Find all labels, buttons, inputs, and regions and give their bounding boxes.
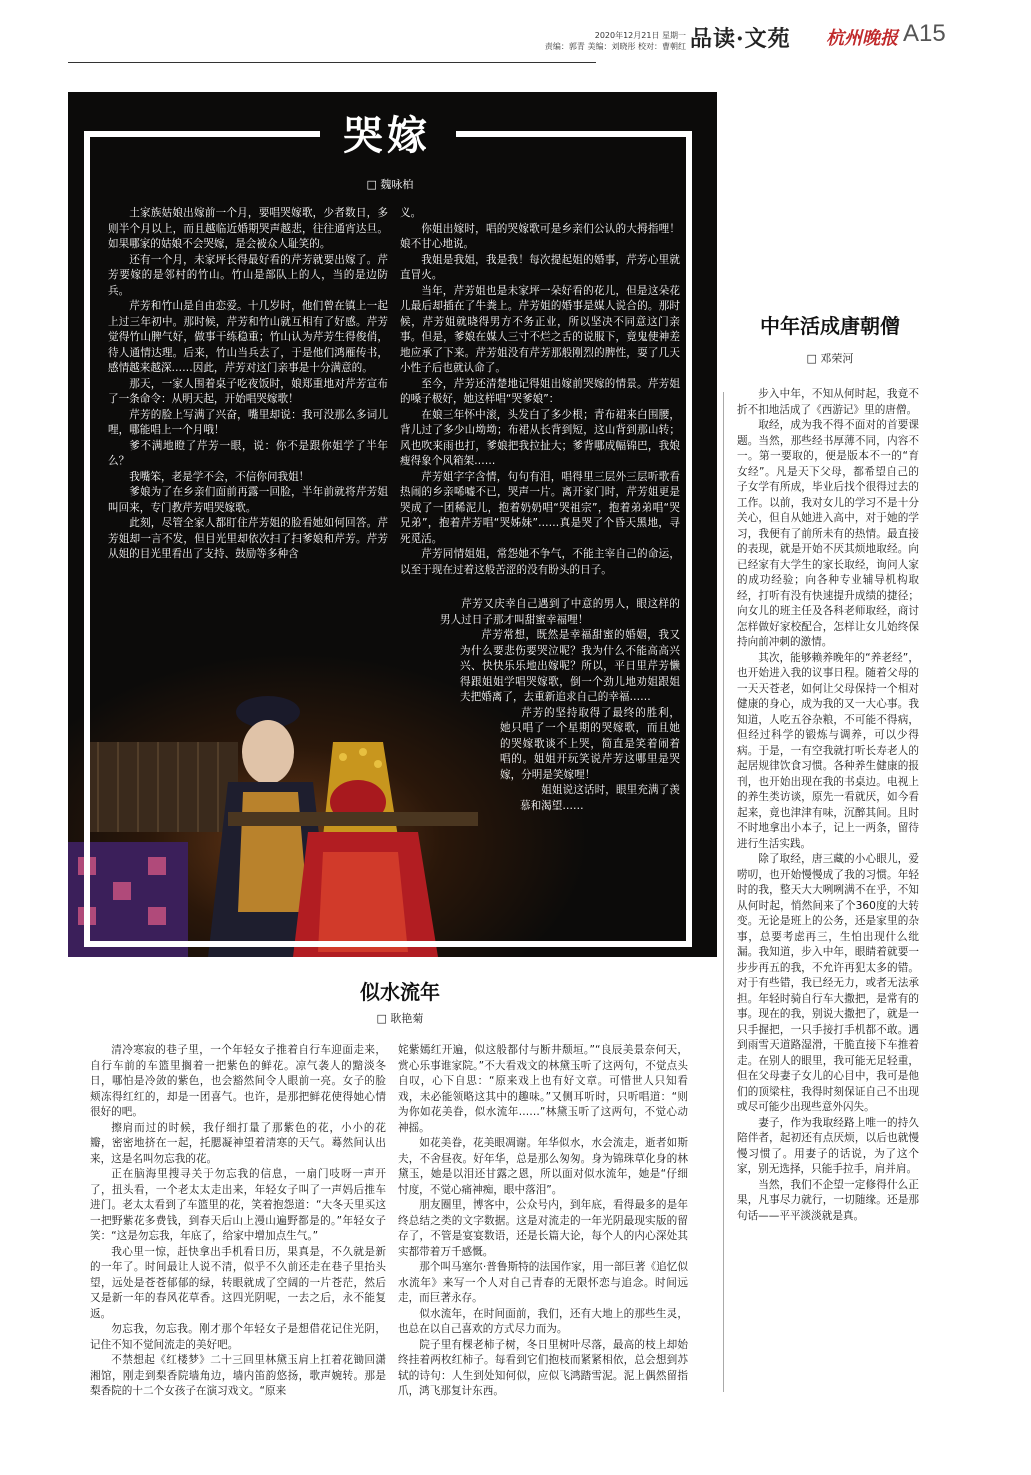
article-title-sishui: 似水流年 [360, 980, 440, 1004]
header-meta [536, 30, 686, 52]
paragraph: 你姐出嫁时，唱的哭嫁歌可是乡亲们公认的大拇指哩！娘不甘心地说。 [400, 222, 680, 250]
article-byline-sishui: □ 耿艳菊 [376, 1012, 424, 1025]
header-editors: 责编：郭青 美编：刘晓彤 校对：曹朝红 [544, 42, 686, 51]
paragraph: 我心里一惊，赶快拿出手机看日历，果真是，不久就是新的一年了。时间最让人说不清，似乎不久前还走在巷子里抬头望，远处是苍苍郁郁的绿，转眼就成了空阔的一片苍茫，然后又是新一年的春风花草香。这四光阴呢，一去之后，永不能复返。 [90, 1245, 386, 1320]
paragraph: 那天，一家人围着桌子吃夜饭时，娘郑重地对芹芳宣布了一条命令：从明天起，开始唱哭嫁歌！ [108, 377, 388, 405]
paragraph: 芹芳姐字字含情，句句有泪，唱得里三层外三层听歌看热闹的乡亲唏嘘不已，哭声一片。离开家门时，芹芳姐更是哭成了一团稀泥儿，抱着奶奶唱“哭祖宗”，抱着弟弟唱“哭兄弟”，抱着芹芳唱“哭姊妹”……真是哭了个昏天黑地，寻死觅活。 [400, 470, 680, 545]
page-number: A15 [903, 20, 946, 47]
column-divider [723, 392, 724, 1392]
paragraph: 土家族姑娘出嫁前一个月，要唱哭嫁歌，少者数日，多则半个月以上，而且越临近婚期哭声越悲，往往通宵达旦。如果哪家的姑娘不会哭嫁，是会被众人耻笑的。 [108, 207, 388, 250]
paragraph: 当年，芹芳姐也是未家坪一朵好看的花儿，但是这朵花儿最后却插在了牛粪上。芹芳姐的婚事是媒人说合的。那时候，芹芳姐就晓得男方不务正业，所以坚决不同意这门亲事。但是，爹娘在媒人三寸不烂之舌的说服下，竟鬼使神差地应承了下来。芹芳姐没有芹芳那般刚烈的脾性，耍了几天小性子后也就认命了。 [400, 284, 680, 374]
paragraph: 朋友圈里，博客中，公众号内，到年底，看得最多的是年终总结之类的文字数据。这是对流走的一年光阴最现实版的留存了，不管是宴宴数语，还是长篇大论，每个人的内心深处其实都带着万千感慨。 [398, 1199, 688, 1258]
paragraph: 似水流年，在时间面前，我们，还有大地上的那些生灵，也总在以自己喜欢的方式尽力而为。 [398, 1307, 688, 1335]
kujia-column-c [430, 597, 680, 814]
sishui-column-2 [398, 1043, 688, 1400]
paragraph: 取经，成为我不得不面对的首要课题。当然，那些经书厚薄不同，内容不一。第一要取的，便是版本不一的“育女经”。凡是天下父母，都希望自己的子女学有所成，毕业后找个很得过去的工作。以前，我对女儿的学习不是十分关心，但自从她进入高中，对于她的学习，我便有了前所未有的热情。最直接的表现，就是开始不厌其烦地取经。向已经家有大学生的家长取经，询问人家的成功经验；向各种专业辅导机构取经，打听有没有快速提升成绩的捷径；向女儿的班主任及各科老师取经，商讨怎样做好家校配合，怎样让女儿始终保持向前冲刺的激情。 [737, 419, 919, 648]
paragraph: 勿忘我，勿忘我。刚才那个年轻女子是想借花记住光阴，记住不知不觉间流走的美好吧。 [90, 1323, 386, 1351]
paragraph: 爹娘为了在乡亲们面前再露一回脸，半年前就将芹芳姐叫回来，专门教芹芳唱哭嫁歌。 [108, 486, 388, 514]
paragraph: 正在脑海里搜寻关于勿忘我的信息，一扇门吱呀一声开了，扭头看，一个老太太走出来，年轻女子叫了一声妈后推车进门。老太太看到了车篮里的花，笑着抱怨道：“大冬天里买这一把野紫花多费钱，到春天后山上漫山遍野都是的。”年轻女子笑：“这是勿忘我，年底了，给家中增加点生气。” [90, 1168, 386, 1242]
paragraph: 清冷寒寂的巷子里，一个年轻女子推着自行车迎面走来，自行车前的车篮里搁着一把紫色的鲜花。凉气袭人的黯淡冬日，哪怕是冷敛的紫色，也会豁然间令人眼前一亮。女子的脸颊冻得红红的，却是一团喜气。也许，是那把鲜花使得她心情很好的吧。 [90, 1044, 386, 1118]
newspaper-logo: 杭州晚报 [826, 28, 898, 49]
paragraph: 我嘴笨，老是学不会，不信你问我姐！ [129, 470, 310, 483]
paragraph: 院子里有棵老柿子树，冬日里树叶尽落，最高的枝上却始终挂着两枚红柿子。每看到它们抱枝而紧紧相依，总会想到苏轼的诗句：人生到处知何似，应似飞鸿踏雪泥。泥上偶然留指爪，鸿飞那复计东西。 [398, 1338, 688, 1397]
paragraph: 至今，芹芳还清楚地记得姐出嫁前哭嫁的情景。芹芳姐的嗓子极好，她这样唱“哭爹娘”： [400, 377, 680, 405]
paragraph: 不禁想起《红楼梦》二十三回里林黛玉肩上扛着花锄回潇湘馆，刚走到梨香院墙角边，墙内笛韵悠扬，歌声婉转。那是梨香院的十二个女孩子在演习戏文。“原来 [90, 1354, 386, 1397]
article-byline-zhongnian: □ 邓荣河 [806, 352, 854, 365]
paragraph: 在娘三年怀中滚，头发白了多少根；青布裙来白围腰，背儿过了多少山坳坳；布裙从长背到短，这山背到那山转；风也吹来雨也打，爹娘把我拉扯大；爹背哪成幅锦巴，我娘瘦得象个风箱架…… [400, 408, 680, 467]
article-title-zhongnian: 中年活成唐朝僧 [760, 314, 900, 338]
paragraph: 如花美眷，花美眼凋谢。年华似水，水会流走，逝者如斯夫，不舍昼夜。好年华，总是那么匆匆。身为锦珠草化身的林黛玉，她是以泪还甘露之恩，所以面对似水流年，她是“仔细忖度，不觉心痛神痴，眼中落泪”。 [398, 1137, 688, 1196]
paragraph: 那个叫马塞尔·普鲁斯特的法国作家，用一部巨著《追忆似水流年》来写一个人对自己青春的无限怀恋与追念。时间远走，而巨著永存。 [398, 1261, 688, 1304]
section-title: 品读·文苑 [690, 26, 791, 52]
paragraph: 其次，能够赖养晚年的“养老经”，也开始进入我的议事日程。随着父母的一天天苍老，如何让父母保持一个相对健康的身心，成为我的又一大心事。我知道，人吃五谷杂粮，不可能不得病，但经过科学的锻炼与调养，可以少得病。于是，一有空我就打听长寿老人的起居规律饮食习惯。各种养生健康的报刊，也开始出现在我的书桌边。电视上的养生类访谈，原先一看就厌，如今看起来，竟也津津有味，沉醉其间。且时不时地拿出小本子，记上一两条，留待进行生活实践。 [737, 651, 919, 850]
paragraph: 芹芳的坚持取得了最终的胜利，她只唱了一个星期的哭嫁歌，而且她的哭嫁歌谈不上哭，简直是笑着闹着唱的。姐姐开玩笑说芹芳这哪里是哭嫁，分明是笑嫁哩！ [500, 706, 680, 781]
paragraph: 步入中年，不知从何时起，我竟不折不扣地活成了《西游记》里的唐僧。 [737, 388, 919, 416]
article-byline-kujia: □ 魏咏柏 [366, 178, 414, 191]
paragraph: 芹芳的脸上写满了兴奋，嘴里却说：我可没那么多词儿哩，哪能唱上一个月哦！ [108, 408, 388, 436]
zhongnian-column [737, 387, 919, 1224]
paragraph: 芹芳同情姐姐，常怨她不争气，不能主宰自己的命运，以至于现在过着这般苦涩的没有盼头的日子。 [400, 548, 680, 576]
paragraph: 此刻，尽管全家人都盯住芹芳姐的脸看她如何回答。芹芳姐却一言不发，但目光里却依次扫了扫爹娘和芹芳。芹芳从姐的目光里看出了支持、鼓励等多种含 [108, 517, 388, 560]
paragraph: 芹芳又庆幸自己遇到了中意的男人，眼这样的男人过日子那才叫甜蜜幸福哩！ [440, 598, 680, 626]
paragraph: 当然，我们不企望一定修得什么正果，凡事尽力就行，一切随缘。还是那句话——平平淡淡就是真。 [737, 1178, 919, 1222]
paragraph: 芹芳常想，既然是幸福甜蜜的婚姻，我又为什么要悲伤要哭泣呢？我为什么不能高高兴兴、快快乐乐地出嫁呢？所以，平日里芹芳懒得跟姐姐学唱哭嫁歌，倒一个劲儿地劝姐跟姐夫把婚离了，去重新追求自己的幸福…… [460, 629, 680, 703]
paragraph: 擦肩而过的时候，我仔细打量了那紫色的花，小小的花瓣，密密地挤在一起，托腮凝神望着清寒的天气。蓦然间认出来，这是名叫勿忘我的花。 [90, 1121, 386, 1165]
paragraph: 义。 [400, 207, 422, 219]
paragraph: 爹不满地瞪了芹芳一眼，说：你不是跟你姐学了半年么？ [108, 439, 388, 467]
paragraph: 我姐是我姐，我是我！每次提起姐的婚事，芹芳心里就直冒火。 [400, 253, 680, 281]
paragraph: 姹紫嫣红开遍，似这般都付与断井颓垣。”“良辰美景奈何天，赏心乐事谁家院。”不大看戏文的林黛玉听了这两句，不觉点头自叹，心下自思：“原来戏上也有好文章。可惜世人只知看戏，未必能领略这其中的趣味。”又侧耳听时，只听唱道：“则为你如花美眷，似水流年……”林黛玉听了这两句，不觉心动神摇。 [398, 1044, 688, 1134]
kujia-column-b [400, 206, 680, 578]
kujia-column-a [108, 206, 388, 563]
sishui-column-1 [90, 1043, 386, 1400]
paragraph: 姐姐说这话时，眼里充满了羡慕和渴望…… [520, 784, 680, 812]
header-rule [68, 62, 596, 63]
paragraph: 妻子，作为我取经路上唯一的持久陪伴者，起初还有点厌烦，以后也就慢慢习惯了。用妻子的话说，为了这个家，别无选择，只能手拉手，肩并肩。 [737, 1116, 919, 1175]
paragraph: 除了取经，唐三藏的小心眼儿，爱唠叨，也开始慢慢成了我的习惯。年轻时的我，整天大大咧咧满不在乎，不知从何时起，悄然间来了个360度的大转变。无论是班上的公务，还是家里的杂事，总要考虑再三，生怕出现什么纰漏。我知道，步入中年，眼睛着就要一步步再五的我，不允许再犯太多的错。对于有些错，我已经无力，或者无法承担。年轻时骑自行车大撒把，是常有的事。现在的我，别说大撒把了，就是一只手握把，一只手接打手机都不敢。遇到雨雪天道路湿滑，干脆直接下车推着走。在别人的眼里，我可能无足轻重，但在父母妻子女儿的心目中，我可是他们的顶梁柱，我得时刻保证自己不出现或尽可能少出现些意外闪失。 [737, 853, 919, 1113]
paragraph: 芹芳和竹山是自由恋爱。十几岁时，他们曾在镇上一起上过三年初中。那时候，芹芳和竹山就互相有了好感。芹芳觉得竹山脾气好，做事干练稳重；竹山认为芹芳生得俊俏，待人通情达理。后来，竹山当兵去了，于是他们鸿雁传书，感情越来越深……因此，芹芳对这门亲事是十分满意的。 [108, 300, 388, 374]
paragraph: 还有一个月，未家坪长得最好看的芹芳就要出嫁了。芹芳要嫁的是邻村的竹山。竹山是部队上的人，当的是边防兵。 [108, 253, 388, 297]
article-title-kujia: 哭嫁 [343, 112, 431, 159]
header-date: 2020年12月21日 星期一 [594, 31, 686, 40]
